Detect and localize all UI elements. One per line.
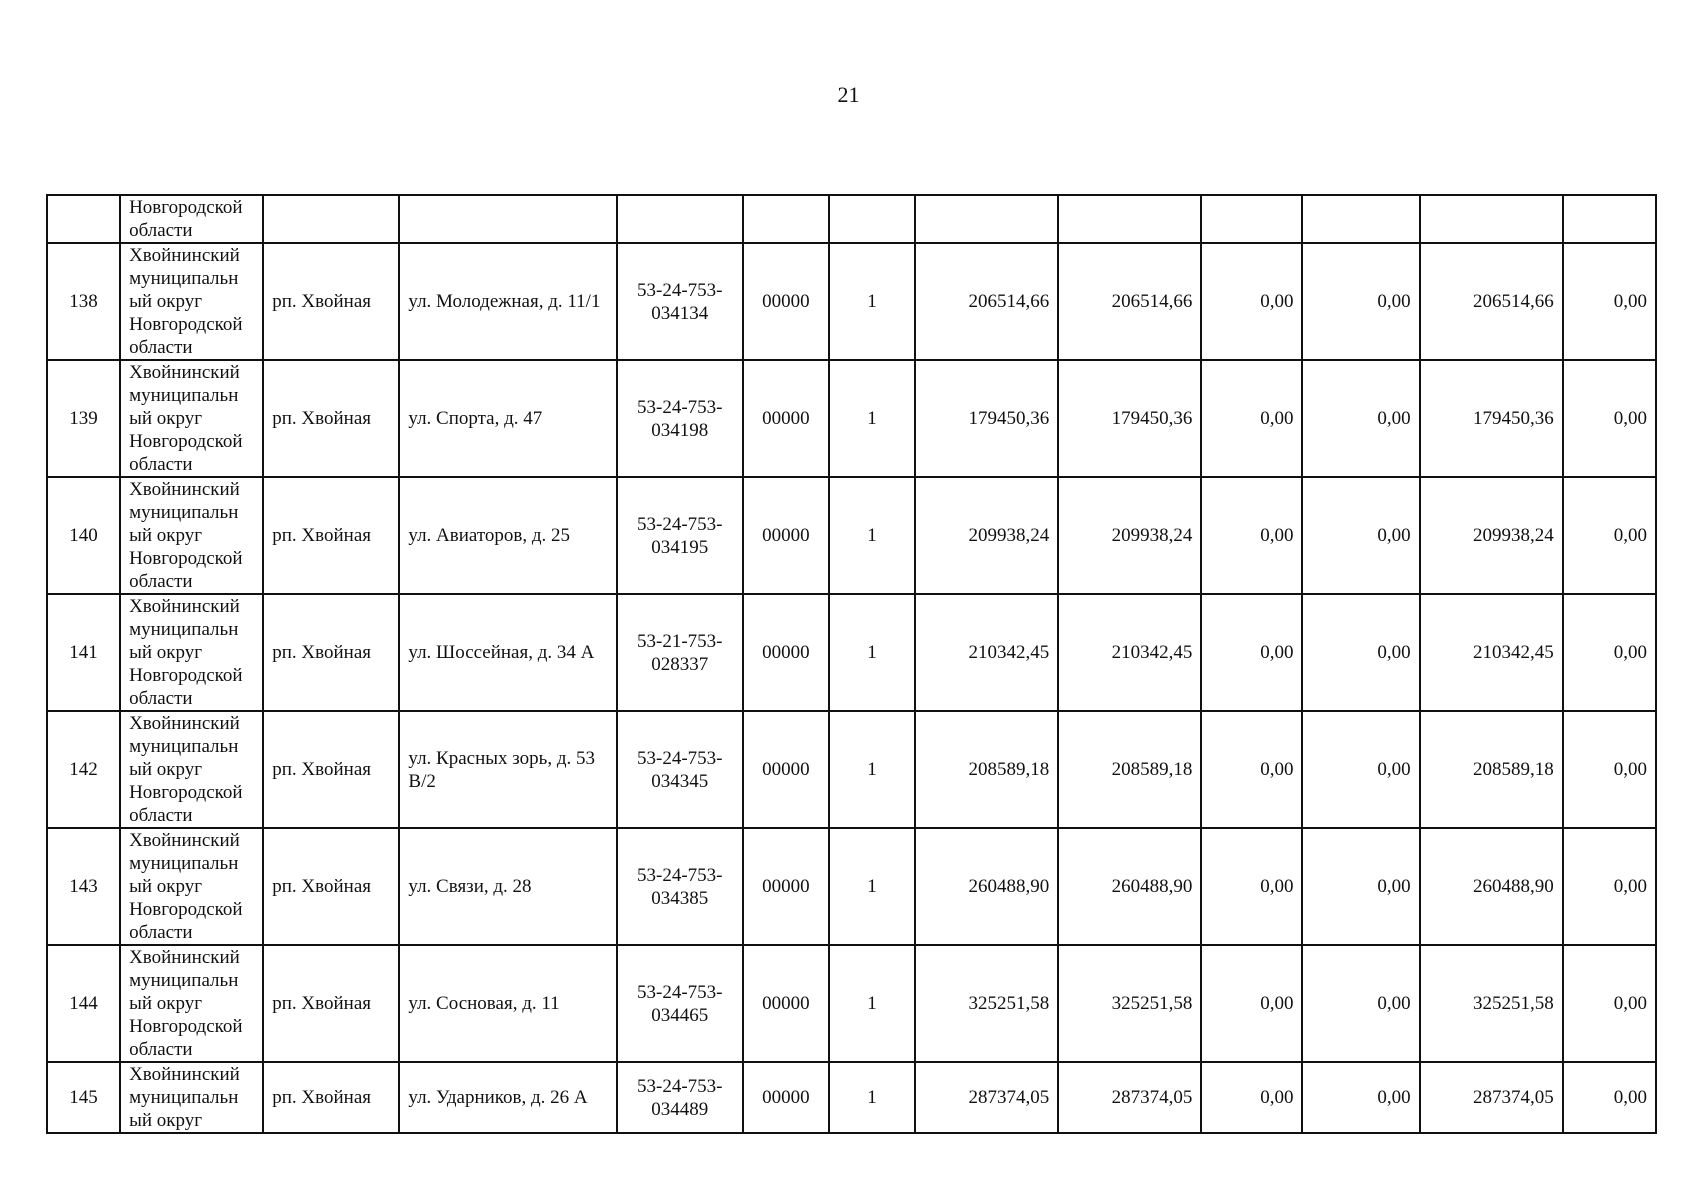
cell-no: 145 bbox=[47, 1062, 120, 1133]
table-row bbox=[47, 243, 1656, 360]
table-row bbox=[47, 945, 1656, 1062]
cell-amount-6: 0,00 bbox=[1563, 711, 1656, 828]
cell-count: 1 bbox=[829, 243, 915, 360]
cell-amount-6: 0,00 bbox=[1563, 477, 1656, 594]
cell-amount-2: 287374,05 bbox=[1058, 1062, 1201, 1133]
table-row bbox=[47, 360, 1656, 477]
cell-amount-4: 0,00 bbox=[1302, 477, 1419, 594]
cell-amount-5: 260488,90 bbox=[1420, 828, 1563, 945]
cell-no bbox=[47, 195, 120, 243]
cell-amount-5: 287374,05 bbox=[1420, 1062, 1563, 1133]
cell-municipality: Хвойнинский муниципальн ый округ Новгородской области bbox=[120, 594, 263, 711]
cell-amount-4: 0,00 bbox=[1302, 711, 1419, 828]
cell-amount-3: 0,00 bbox=[1201, 711, 1302, 828]
cell-amount-2: 208589,18 bbox=[1058, 711, 1201, 828]
cell-amount-total: 210342,45 bbox=[915, 594, 1058, 711]
cell-amount-total: 208589,18 bbox=[915, 711, 1058, 828]
cell-amount-5: 209938,24 bbox=[1420, 477, 1563, 594]
cell-amount-total: 209938,24 bbox=[915, 477, 1058, 594]
table-row bbox=[47, 711, 1656, 828]
cell-municipality: Хвойнинский муниципальн ый округ Новгородской области bbox=[120, 711, 263, 828]
cell-settlement: рп. Хвойная bbox=[263, 243, 399, 360]
cell-municipality: Хвойнинский муниципальн ый округ bbox=[120, 1062, 263, 1133]
cell-municipality: Хвойнинский муниципальн ый округ Новгородской области bbox=[120, 945, 263, 1062]
cell-address: ул. Авиаторов, д. 25 bbox=[399, 477, 616, 594]
cell-cadastral-code: 53-24-753-034385 bbox=[617, 828, 743, 945]
cell-no: 138 bbox=[47, 243, 120, 360]
cell-no: 141 bbox=[47, 594, 120, 711]
cell-amount-total: 325251,58 bbox=[915, 945, 1058, 1062]
cell-amount-3: 0,00 bbox=[1201, 1062, 1302, 1133]
cell-settlement: рп. Хвойная bbox=[263, 477, 399, 594]
cell-no: 142 bbox=[47, 711, 120, 828]
cell-no: 140 bbox=[47, 477, 120, 594]
cell-address: ул. Ударников, д. 26 А bbox=[399, 1062, 616, 1133]
page-number: 21 bbox=[837, 82, 860, 107]
cell-municipality: Хвойнинский муниципальн ый округ Новгородской области bbox=[120, 360, 263, 477]
cell-cadastral-code: 53-24-753-034195 bbox=[617, 477, 743, 594]
cell-settlement: рп. Хвойная bbox=[263, 828, 399, 945]
cell-amount-2: 209938,24 bbox=[1058, 477, 1201, 594]
cell-amount-6: 0,00 bbox=[1563, 243, 1656, 360]
cell-count: 1 bbox=[829, 594, 915, 711]
cell-code: 00000 bbox=[743, 477, 829, 594]
cell-amount-total: 287374,05 bbox=[915, 1062, 1058, 1133]
cell-count: 1 bbox=[829, 711, 915, 828]
cell-count: 1 bbox=[829, 1062, 915, 1133]
cell-count: 1 bbox=[829, 477, 915, 594]
cell-settlement: рп. Хвойная bbox=[263, 711, 399, 828]
cell-amount-3: 0,00 bbox=[1201, 945, 1302, 1062]
cell-code: 00000 bbox=[743, 243, 829, 360]
cell-settlement: рп. Хвойная bbox=[263, 360, 399, 477]
cell-cadastral-code: 53-21-753-028337 bbox=[617, 594, 743, 711]
table-row bbox=[47, 594, 1656, 711]
cell-settlement: рп. Хвойная bbox=[263, 1062, 399, 1133]
cell-amount-2: 210342,45 bbox=[1058, 594, 1201, 711]
cell-address: ул. Молодежная, д. 11/1 bbox=[399, 243, 616, 360]
table-row bbox=[47, 828, 1656, 945]
cell-municipality: Новгородской области bbox=[120, 195, 263, 243]
cell-address: ул. Красных зорь, д. 53 В/2 bbox=[399, 711, 616, 828]
cell-municipality: Хвойнинский муниципальн ый округ Новгородской области bbox=[120, 243, 263, 360]
cell-no: 139 bbox=[47, 360, 120, 477]
cell-code: 00000 bbox=[743, 360, 829, 477]
cell-amount-3: 0,00 bbox=[1201, 360, 1302, 477]
cell-amount-3: 0,00 bbox=[1201, 477, 1302, 594]
cell-amount-6: 0,00 bbox=[1563, 594, 1656, 711]
cell-amount-5: 325251,58 bbox=[1420, 945, 1563, 1062]
table-row bbox=[47, 1062, 1656, 1133]
cell-no: 143 bbox=[47, 828, 120, 945]
cell-amount-5: 206514,66 bbox=[1420, 243, 1563, 360]
cell-cadastral-code: 53-24-753-034345 bbox=[617, 711, 743, 828]
cell-amount-total: 179450,36 bbox=[915, 360, 1058, 477]
cell-amount-6: 0,00 bbox=[1563, 360, 1656, 477]
cell-code: 00000 bbox=[743, 1062, 829, 1133]
cell-amount-2: 260488,90 bbox=[1058, 828, 1201, 945]
table-row-continuation bbox=[47, 195, 1656, 243]
cell-amount-total: 260488,90 bbox=[915, 828, 1058, 945]
cell-code: 00000 bbox=[743, 711, 829, 828]
cell-amount-4: 0,00 bbox=[1302, 243, 1419, 360]
cell-amount-2: 206514,66 bbox=[1058, 243, 1201, 360]
cell-amount-5: 210342,45 bbox=[1420, 594, 1563, 711]
cell-amount-4: 0,00 bbox=[1302, 360, 1419, 477]
cell-settlement: рп. Хвойная bbox=[263, 594, 399, 711]
cell-amount-6: 0,00 bbox=[1563, 1062, 1656, 1133]
cell-cadastral-code: 53-24-753-034134 bbox=[617, 243, 743, 360]
cell-amount-4: 0,00 bbox=[1302, 828, 1419, 945]
cell-no: 144 bbox=[47, 945, 120, 1062]
cell-address: ул. Связи, д. 28 bbox=[399, 828, 616, 945]
cell-settlement: рп. Хвойная bbox=[263, 945, 399, 1062]
cell-amount-4: 0,00 bbox=[1302, 945, 1419, 1062]
cell-count: 1 bbox=[829, 945, 915, 1062]
cell-amount-total: 206514,66 bbox=[915, 243, 1058, 360]
cell-amount-3: 0,00 bbox=[1201, 828, 1302, 945]
cell-address: ул. Шоссейная, д. 34 А bbox=[399, 594, 616, 711]
cell-count: 1 bbox=[829, 828, 915, 945]
cell-amount-6: 0,00 bbox=[1563, 945, 1656, 1062]
cell-cadastral-code: 53-24-753-034198 bbox=[617, 360, 743, 477]
table-row bbox=[47, 477, 1656, 594]
cell-code: 00000 bbox=[743, 828, 829, 945]
cell-cadastral-code: 53-24-753-034489 bbox=[617, 1062, 743, 1133]
cell-amount-5: 179450,36 bbox=[1420, 360, 1563, 477]
data-table bbox=[46, 194, 1657, 1134]
cell-amount-2: 179450,36 bbox=[1058, 360, 1201, 477]
cell-amount-4: 0,00 bbox=[1302, 1062, 1419, 1133]
cell-amount-6: 0,00 bbox=[1563, 828, 1656, 945]
cell-amount-3: 0,00 bbox=[1201, 594, 1302, 711]
cell-address: ул. Сосновая, д. 11 bbox=[399, 945, 616, 1062]
cell-amount-5: 208589,18 bbox=[1420, 711, 1563, 828]
cell-municipality: Хвойнинский муниципальн ый округ Новгородской области bbox=[120, 828, 263, 945]
cell-code: 00000 bbox=[743, 945, 829, 1062]
cell-amount-2: 325251,58 bbox=[1058, 945, 1201, 1062]
cell-amount-3: 0,00 bbox=[1201, 243, 1302, 360]
cell-municipality: Хвойнинский муниципальн ый округ Новгородской области bbox=[120, 477, 263, 594]
cell-code: 00000 bbox=[743, 594, 829, 711]
cell-amount-4: 0,00 bbox=[1302, 594, 1419, 711]
cell-count: 1 bbox=[829, 360, 915, 477]
cell-address: ул. Спорта, д. 47 bbox=[399, 360, 616, 477]
cell-cadastral-code: 53-24-753-034465 bbox=[617, 945, 743, 1062]
